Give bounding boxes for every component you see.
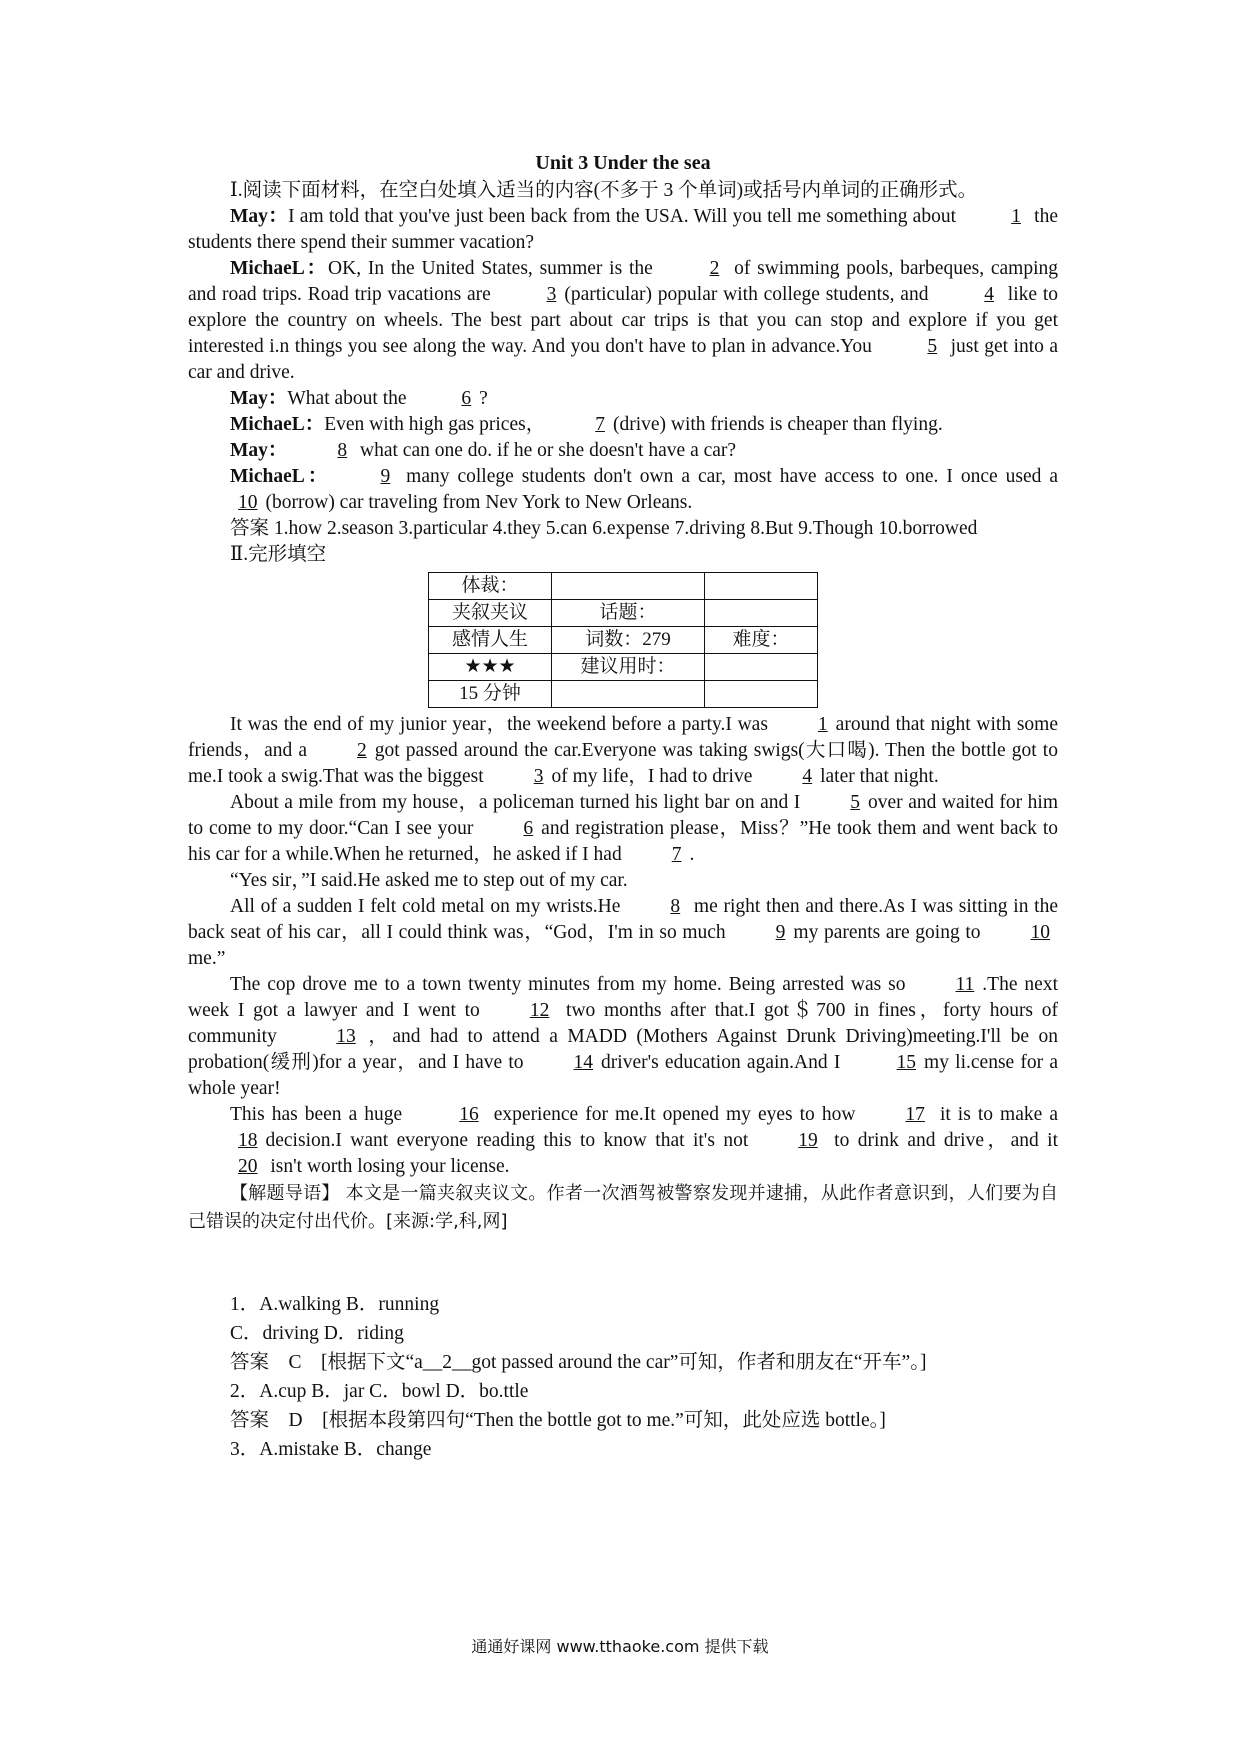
blank-4: 4	[984, 284, 994, 305]
blank-8: 8	[670, 896, 681, 917]
blank-2: 2	[709, 258, 720, 279]
table-cell: 话题：	[552, 600, 705, 627]
blank-20: 20	[238, 1156, 258, 1177]
blank-9: 9	[775, 922, 786, 943]
section2-heading: Ⅱ.完形填空	[230, 544, 327, 565]
blank-13: 13	[336, 1026, 356, 1047]
dialogue-line: MichaeL：OK, In the United States, summer is the 2 of swimming pools, barbeques, camping and road trips. Road trip vacations are 3 (particular) popular with college students, and 4 like to explore the country on wheels. The best part about car trips is that you can stop and explore if you get interested i.n things you see along the way. And you don't have to plan in advance.You 5 just get into a car and drive.	[188, 258, 1058, 383]
table-cell	[705, 681, 818, 708]
blank-10: 10	[238, 492, 258, 513]
cloze-passage	[188, 712, 1058, 1180]
speaker-name: May：	[230, 206, 289, 227]
table-cell: 词数：279	[552, 627, 705, 654]
blank-18: 18	[238, 1130, 258, 1151]
blank-19: 19	[798, 1130, 818, 1151]
passage-paragraph: The cop drove me to a town twenty minutes from my home. Being arrested was so 11 .The next week I got a lawyer and I went to 12 two months after that.I got＄700 in fines，forty hours of community 13 ，and had to attend a MADD (Mothers Against Drunk Driving)meeting.I'll be on probation(缓刑)for a year，and I have to 14 driver's education again.And I 15 my li.cense for a whole year!	[188, 974, 1059, 1099]
passage-paragraph: This has been a huge 16 experience for me.It opened my eyes to how 17 it is to make a 18 decision.I want everyone reading this to know that it's not 19 to drink and drive，and it20 isn't worth losing your license.	[188, 1102, 1058, 1180]
passage-paragraph: About a mile from my house，a policeman turned his light bar on and I 5 over and waited for him to come to my door.“Can I see your 6 and registration please，Miss？”He took them and went back to his car for a while.When he returned，he asked if I had 7 .	[188, 790, 1058, 868]
section1-instruction: Ⅰ.阅读下面材料，在空白处填入适当的内容(不多于 3 个单词)或括号内单词的正确形式。	[230, 180, 978, 201]
table-cell	[705, 573, 818, 600]
speaker-name: May：	[230, 440, 288, 461]
blank-7: 7	[595, 414, 605, 435]
question-option: 1．A.walking B．running	[230, 1294, 440, 1315]
table-row	[429, 573, 818, 600]
blank-4: 4	[802, 766, 813, 787]
passage-paragraph: “Yes sir，”I said.He asked me to step out of my car.	[230, 870, 628, 891]
blank-3: 3	[533, 766, 544, 787]
table-cell: 体裁：	[429, 573, 552, 600]
speaker-name: MichaeL：	[230, 466, 331, 487]
blank-1: 1	[817, 714, 828, 735]
section1-answer: 答案 1.how 2.season 3.particular 4.they 5.can 6.expense 7.driving 8.But 9.Though 10.borrowed	[230, 518, 978, 539]
blank-12: 12	[529, 1000, 550, 1021]
question-option: C．driving D．riding	[230, 1323, 404, 1344]
answer-line: 答案 C [根据下文“a__2__got passed around the car”可知，作者和朋友在“开车”。]	[230, 1352, 927, 1373]
blank-17: 17	[905, 1104, 925, 1125]
table-row	[429, 600, 818, 627]
question-option: 3．A.mistake B．change	[230, 1439, 432, 1460]
blank-5: 5	[927, 336, 938, 357]
blank-8: 8	[337, 440, 348, 461]
blank-15: 15	[896, 1052, 917, 1073]
blank-6: 6	[523, 818, 534, 839]
guide-text: 【解题导语】 本文是一篇夹叙夹议文。作者一次酒驾被警察发现并逮捕，从此作者意识到，人们要为自己错误的决定付出代价。[来源:学,科,网]	[188, 1183, 1058, 1232]
blank-9: 9	[380, 466, 391, 487]
blank-1: 1	[1011, 206, 1021, 227]
dialogue-line: May：What about the 6 ?	[188, 386, 1058, 412]
dialogue-line: MichaeL： 9 many college students don't own a car, most have access to one. I once used a 10 (borrow) car traveling from Nev York to New Orleans.	[188, 464, 1058, 516]
worksheet-page	[188, 150, 1058, 1464]
table-cell: 15 分钟	[429, 681, 552, 708]
blank-6: 6	[461, 388, 472, 409]
blank-7: 7	[671, 844, 682, 865]
blank-5: 5	[850, 792, 861, 813]
passage-paragraph: It was the end of my junior year，the weekend before a party.I was 1 around that night with some friends，and a 2 got passed around the car.Everyone was taking swigs(大口喝). Then the bottle got to me.I took a swig.That was the biggest 3 of my life，I had to drive 4 later that night.	[188, 712, 1058, 790]
page-title: Unit 3 Under the sea	[535, 152, 711, 174]
speaker-name: May：	[230, 388, 288, 409]
question-option: 2．A.cup B．jar C．bowl D．bo.ttle	[230, 1381, 529, 1402]
question-list	[188, 1290, 1058, 1464]
blank-3: 3	[546, 284, 557, 305]
table-cell: ★★★	[429, 654, 552, 681]
table-cell	[552, 573, 705, 600]
footer: 通通好课网 www.tthaoke.com 提供下载	[471, 1637, 769, 1656]
table-row	[429, 627, 818, 654]
dialogue-line: May： 8 what can one do. if he or she doesn't have a car?	[188, 438, 1058, 464]
blank-10: 10	[1030, 922, 1050, 943]
dialogue	[188, 204, 1058, 516]
dialogue-line: MichaeL：Even with high gas prices， 7 (drive) with friends is cheaper than flying.	[188, 412, 1058, 438]
blank-2: 2	[357, 740, 367, 761]
table-row	[429, 681, 818, 708]
blank-11: 11	[955, 974, 975, 995]
table-cell: 难度：	[705, 627, 818, 654]
table-row	[429, 654, 818, 681]
table-cell: 建议用时：	[552, 654, 705, 681]
table-cell	[705, 600, 818, 627]
passage-info-table	[428, 572, 818, 708]
blank-14: 14	[573, 1052, 594, 1073]
table-cell	[552, 681, 705, 708]
speaker-name: MichaeL：	[230, 414, 325, 435]
blank-16: 16	[459, 1104, 479, 1125]
table-cell	[705, 654, 818, 681]
table-cell: 感情人生	[429, 627, 552, 654]
speaker-name: MichaeL：	[230, 258, 329, 279]
table-cell: 夹叙夹议	[429, 600, 552, 627]
answer-line: 答案 D [根据本段第四句“Then the bottle got to me.”可知，此处应选 bottle。]	[230, 1410, 886, 1431]
dialogue-line: May：I am told that you've just been back from the USA. Will you tell me something about 1 the students there spend their summer vacation?	[188, 206, 1059, 253]
passage-paragraph: All of a sudden I felt cold metal on my wrists.He 8 me right then and there.As I was sitting in the back seat of his car，all I could think was，“God，I'm in so much 9 my parents are going to 10me.”	[188, 896, 1059, 969]
